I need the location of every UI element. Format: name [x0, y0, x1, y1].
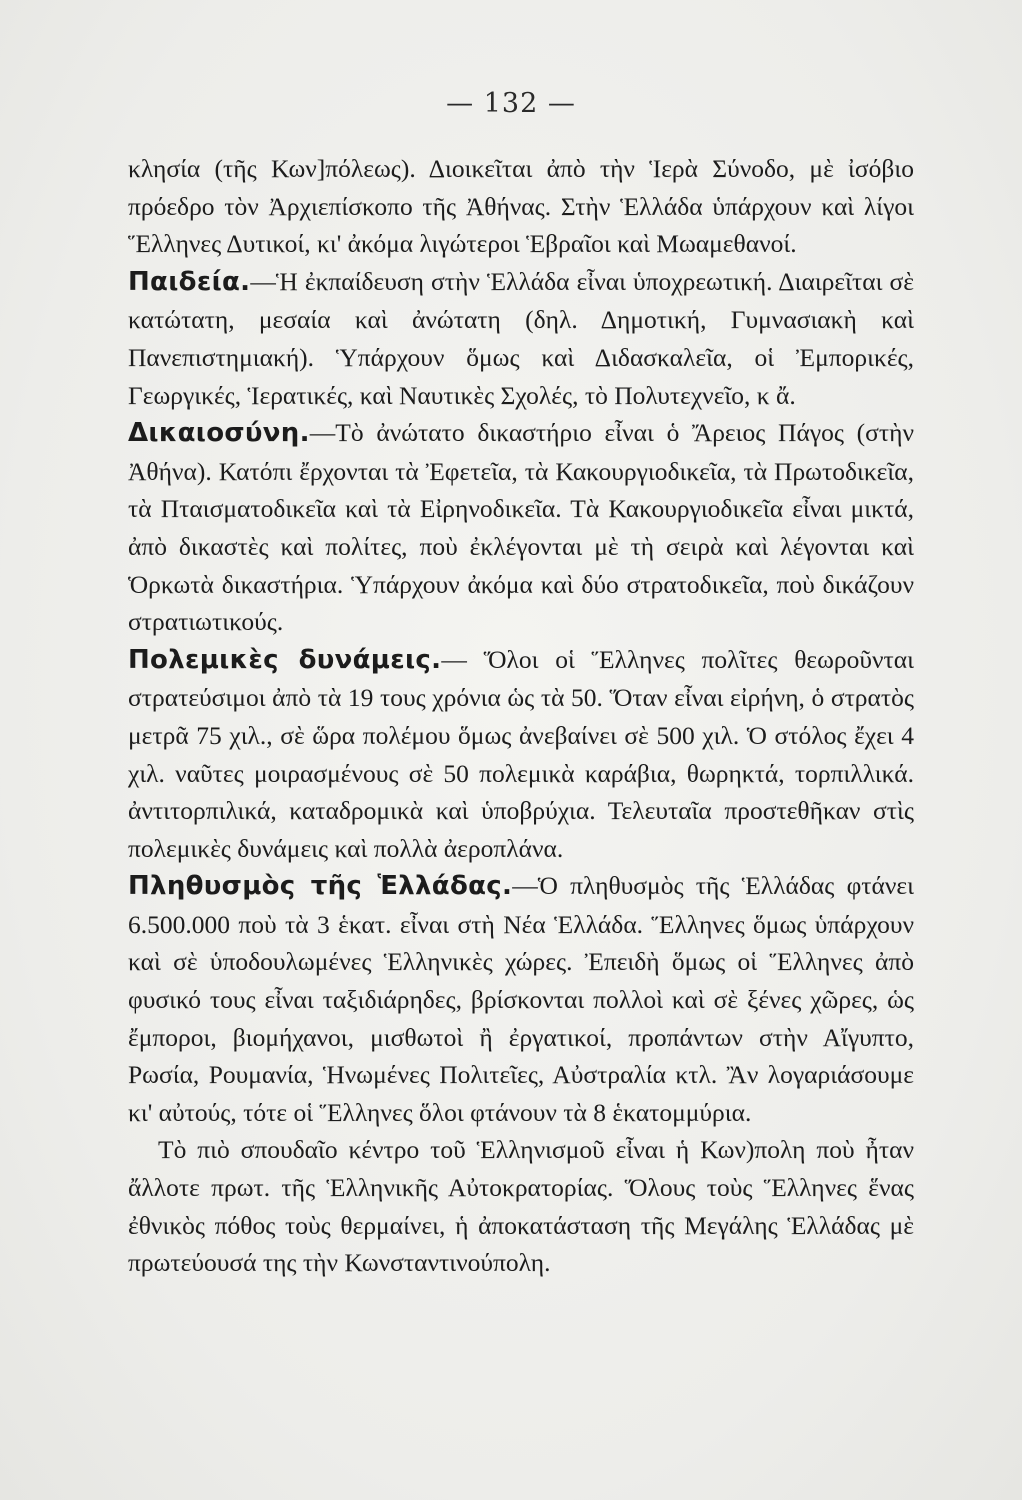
page-body [128, 150, 914, 1282]
military-text: — Ὅλοι οἱ Ἕλληνες πολῖτες θεωροῦνται στρατεύσιμοι ἀπὸ τὰ 19 τους χρόνια ὡς τὰ 50. Ὅταν εἶναι εἰρήνη, ὁ στρατὸς μετρᾶ 75 χιλ., σὲ ὥρα πολέμου ὅμως ἀνεβαίνει σὲ 500 χιλ. Ὁ στόλος ἔχει 4 χιλ. ναῦτες μοιρασμένους σὲ 50 πολεμικὰ καράβια, θωρηκτά, τορπιλλικά. ἀντιτορπιλικά, καταδρομικὰ καὶ ὑποβρύχια. Τελευταῖα προστεθῆκαν στὶς πολεμικὲς δυνάμεις καὶ πολλὰ ἀεροπλάνα. [128, 644, 914, 863]
population-paragraph [128, 867, 914, 1131]
justice-text: —Τὸ ἀνώτατο δικαστήριο εἶναι ὁ Ἄρειος Πάγος (στὴν Ἀθήνα). Κατόπι ἔρχονται τὰ Ἐφετεῖα, τὰ Κακουργιοδικεῖα, τὰ Πρωτοδικεῖα, τὰ Πταισματοδικεῖα καὶ τὰ Εἰρηνοδικεῖα. Τὰ Κακουργιοδικεῖα εἶναι μικτά, ἀπὸ δικαστὲς καὶ πολίτες, ποὺ ἐκλέγονται μὲ τὴ σειρὰ καὶ λέγονται καὶ Ὁρκωτὰ δικαστήρια. Ὑπάρχουν ἀκόμα καὶ δύο στρατοδικεῖα, ποὺ δικάζουν στρατιωτικούς. [128, 418, 914, 637]
page-number: — 132 — [446, 88, 576, 119]
population-heading: Πληθυσμὸς τῆς Ἑλλάδας. [128, 871, 513, 902]
education-text: —Ἡ ἐκπαίδευση στὴν Ἑλλάδα εἶναι ὑποχρεωτική. Διαιρεῖται σὲ κατώτατη, μεσαία καὶ ἀνώτατη (δηλ. Δημοτική, Γυμνασιακὴ καὶ Πανεπιστημιακή). Ὑπάρχουν ὅμως καὶ Διδασκαλεῖα, οἱ Ἐμπορικές, Γεωργικές, Ἱερατικές, καὶ Ναυτικὲς Σχολές, τὸ Πολυτεχνεῖο, κ ἄ. [128, 266, 914, 410]
military-paragraph [128, 641, 914, 868]
education-paragraph [128, 263, 914, 414]
closing-paragraph: Τὸ πιὸ σπουδαῖο κέντρο τοῦ Ἑλληνισμοῦ εἶναι ἡ Κων)πολη ποὺ ἦταν ἄλλοτε πρωτ. τῆς Ἑλληνικῆς Αὐτοκρατορίας. Ὅλους τοὺς Ἕλληνες ἕνας ἐθνικὸς πόθος τοὺς θερμαίνει, ἡ ἀποκατάσταση τῆς Μεγάλης Ἑλλάδας μὲ πρωτεύουσά της τὴν Κωνσταντινούπολη. [128, 1135, 914, 1278]
military-heading: Πολεμικὲς δυνάμεις. [128, 644, 442, 675]
justice-heading: Δικαιοσύνη. [128, 418, 310, 449]
education-heading: Παιδεία. [128, 266, 251, 297]
intro-paragraph: κλησία (τῆς Κων]πόλεως). Διοικεῖται ἀπὸ τὴν Ἱερὰ Σύνοδο, μὲ ἰσόβιο πρόεδρο τὸν Ἀρχιεπίσκοπο τῆς Ἀθήνας. Στὴν Ἑλλάδα ὑπάρχουν καὶ λίγοι Ἕλληνες Δυτικοί, κι' ἀκόμα λιγώτεροι Ἑβραῖοι καὶ Μωαμεθανοί. [128, 154, 914, 259]
population-text: —Ὁ πληθυσμὸς τῆς Ἑλλάδας φτάνει 6.500.000 ποὺ τὰ 3 ἑκατ. εἶναι στὴ Νέα Ἑλλάδα. Ἕλληνες ὅμως ὑπάρχουν καὶ σὲ ὑποδουλωμένες Ἑλληνικὲς χώρες. Ἐπειδὴ ὅμως οἱ Ἕλληνες ἀπὸ φυσικό τους εἶναι ταξιδιάρηδες, βρίσκονται πολλοὶ καὶ σὲ ξένες χῶρες, ὡς ἔμποροι, βιομήχανοι, μισθωτοὶ ἢ ἐργατικοί, προπάντων στὴν Αἴγυπτο, Ρωσία, Ρουμανία, Ἡνωμένες Πολιτεῖες, Αὐστραλία κτλ. Ἂν λογαριάσουμε κι' αὐτούς, τότε οἱ Ἕλληνες ὅλοι φτάνουν τὰ 8 ἑκατομμύρια. [128, 871, 914, 1127]
justice-paragraph [128, 414, 914, 641]
